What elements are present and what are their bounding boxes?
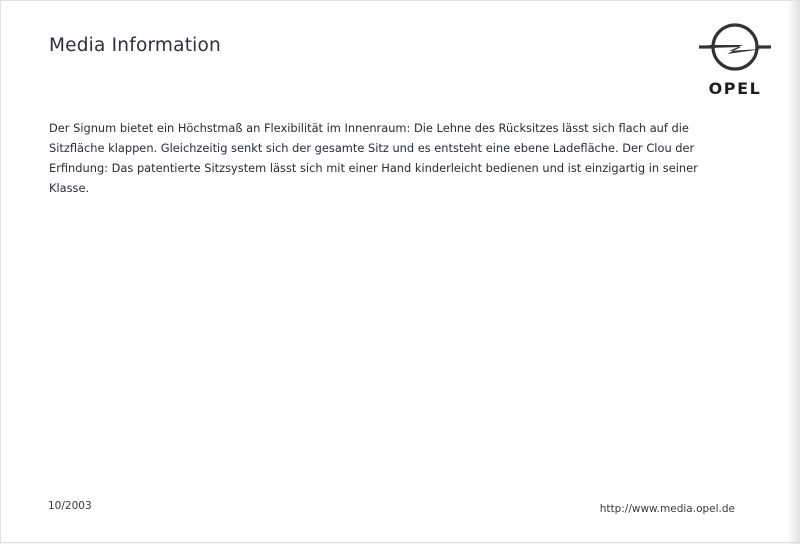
brand-wordmark: OPEL [708,79,762,98]
page-title: Media Information [49,35,221,56]
footer-url-link[interactable]: http://www.media.opel.de [599,503,735,515]
opel-logo [695,17,775,103]
page-edge-shadow [787,1,799,544]
body-paragraph: Der Signum bietet ein Höchstmaß an Flexibilität im Innenraum: Die Lehne des Rücksitzes lässt sich flach auf die Sitzfläche klappen. Gleichzeitig senkt sich der gesamte Sitz und es entsteht eine ebene Ladefläche. Der Clou der Erfindung: Das patentierte Sitzsystem lässt sich mit einer Hand kinderleicht bedienen und ist einzigartig in seiner Klasse. [49,121,698,195]
footer-date: 10/2003 [48,500,92,512]
opel-blitz-icon [699,19,771,81]
